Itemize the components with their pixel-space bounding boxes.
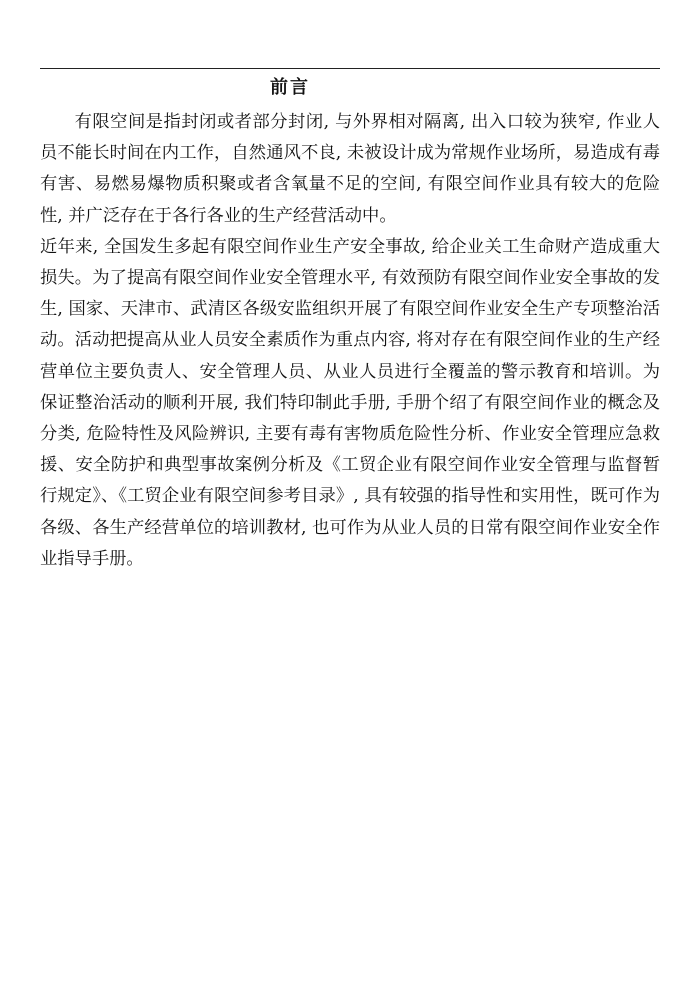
header-rule: [40, 68, 660, 69]
body-text: [40, 107, 660, 575]
page-title: 前言: [270, 77, 310, 98]
paragraph-2: 近年来, 全国发生多起有限空间作业生产安全事故, 给企业关工生命财产造成重大损失。为了提高有限空间作业安全管理水平, 有效预防有限空间作业安全事故的发生, 国家、天津市、武清区各级安监组织开展了有限空间作业安全生产专项整治活动。活动把提高从业人员安全素质作为重点内容, 将对存在有限空间作业的生产经营单位主要负责人、安全管理人员、从业人员进行全覆盖的警示教育和培训。为保证整治活动的顺利开展, 我们特印制此手册, 手册个绍了有限空间作业的概念及分类, 危险特性及风险辨识, 主要有毒有害物质危险性分析、作业安全管理应急救援、安全防护和典型事故案例分析及《工贸企业有限空间作业安全管理与监督暂行规定》、《工贸企业有限空间参考目录》, 具有较强的指导性和实用性，既可作为各级、各生产经营单位的培训教材, 也可作为从业人员的日常有限空间作业安全作业指导手册。: [40, 236, 660, 569]
paragraph-1: 有限空间是指封闭或者部分封闭, 与外界相对隔离, 出入口较为狭窄, 作业人员不能长时间在内工作，自然通风不良, 未被设计成为常规作业场所，易造成有毒有害、易燃易爆物质积聚或者含氧量不足的空间, 有限空间作业具有较大的危险性, 并广泛存在于各行各业的生产经营活动中。: [40, 112, 660, 226]
